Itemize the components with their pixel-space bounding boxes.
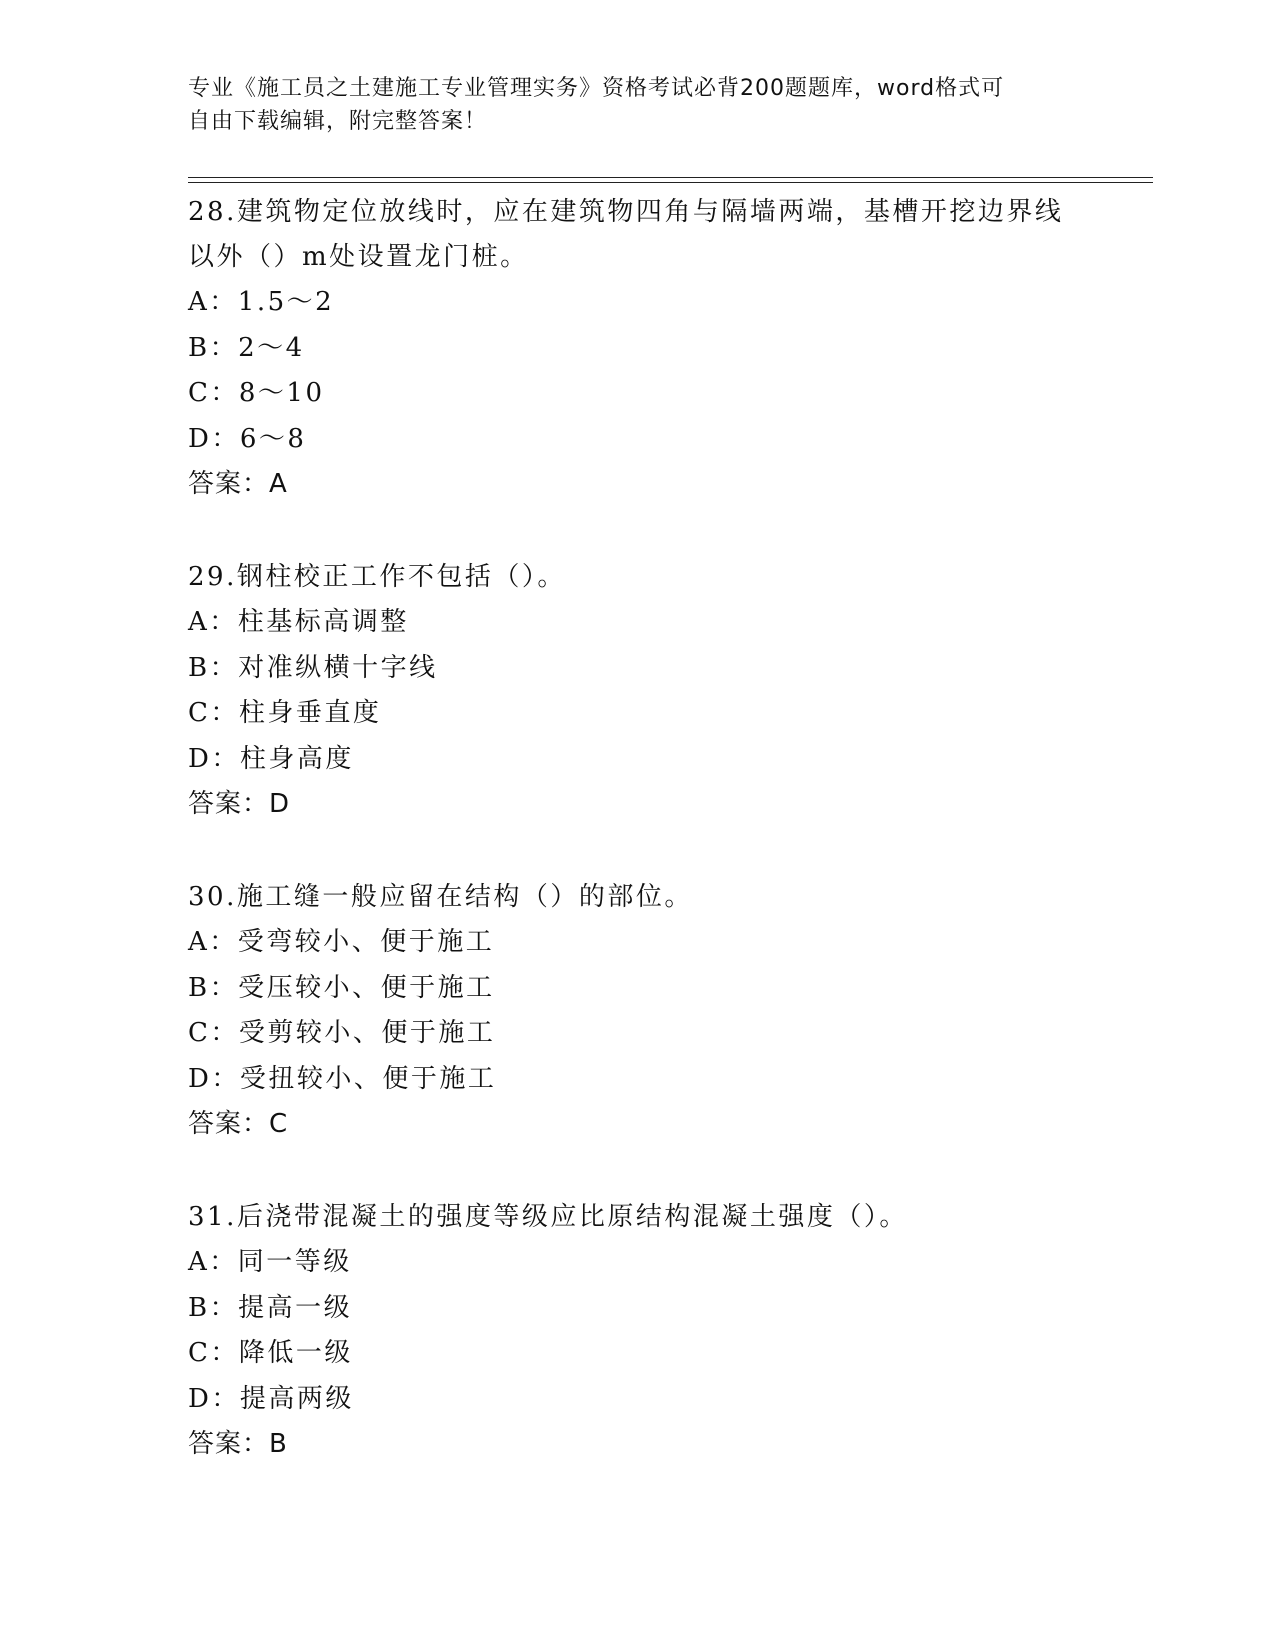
question-text: 28.建筑物定位放线时，应在建筑物四角与隔墙两端，基槽开挖边界线	[188, 197, 1064, 227]
question-list	[188, 190, 1088, 1515]
question-text: 31.后浇带混凝土的强度等级应比原结构混凝土强度（）。	[188, 1202, 908, 1232]
option-d: D：受扭较小、便于施工	[188, 1063, 497, 1094]
question-28	[188, 190, 1088, 507]
answer: 答案：D	[188, 789, 291, 819]
header-line-2: 自由下载编辑，附完整答案！	[188, 109, 488, 134]
option-b: B：2～4	[188, 332, 305, 363]
option-c: C：柱身垂直度	[188, 698, 382, 728]
option-d: D：柱身高度	[188, 743, 354, 774]
option-c: C：降低一级	[188, 1338, 353, 1368]
answer: 答案：A	[188, 469, 288, 499]
option-a: A：1.5～2	[188, 287, 335, 317]
option-a: A：受弯较小、便于施工	[188, 927, 495, 957]
option-b: B：对准纵横十字线	[188, 652, 438, 683]
option-a: A：同一等级	[188, 1247, 352, 1277]
option-b: B：提高一级	[188, 1292, 353, 1323]
option-c: C：8～10	[188, 378, 325, 408]
option-c: C：受剪较小、便于施工	[188, 1018, 496, 1048]
document-header	[188, 72, 1088, 138]
answer: 答案：B	[188, 1429, 288, 1459]
question-30	[188, 875, 1088, 1147]
question-29	[188, 555, 1088, 827]
question-text: 29.钢柱校正工作不包括（）。	[188, 562, 566, 592]
option-a: A：柱基标高调整	[188, 607, 409, 637]
header-line-1: 专业《施工员之土建施工专业管理实务》资格考试必背200题题库，word格式可	[188, 76, 1005, 101]
question-text-continued: 以外（）m处设置龙门桩。	[188, 242, 529, 272]
header-divider-top	[188, 177, 1153, 178]
option-d: D：提高两级	[188, 1383, 354, 1414]
option-b: B：受压较小、便于施工	[188, 972, 495, 1003]
question-text: 30.施工缝一般应留在结构（）的部位。	[188, 882, 693, 912]
answer: 答案：C	[188, 1109, 289, 1139]
header-divider-bottom	[188, 182, 1153, 183]
question-31	[188, 1195, 1088, 1467]
option-d: D：6～8	[188, 423, 307, 454]
